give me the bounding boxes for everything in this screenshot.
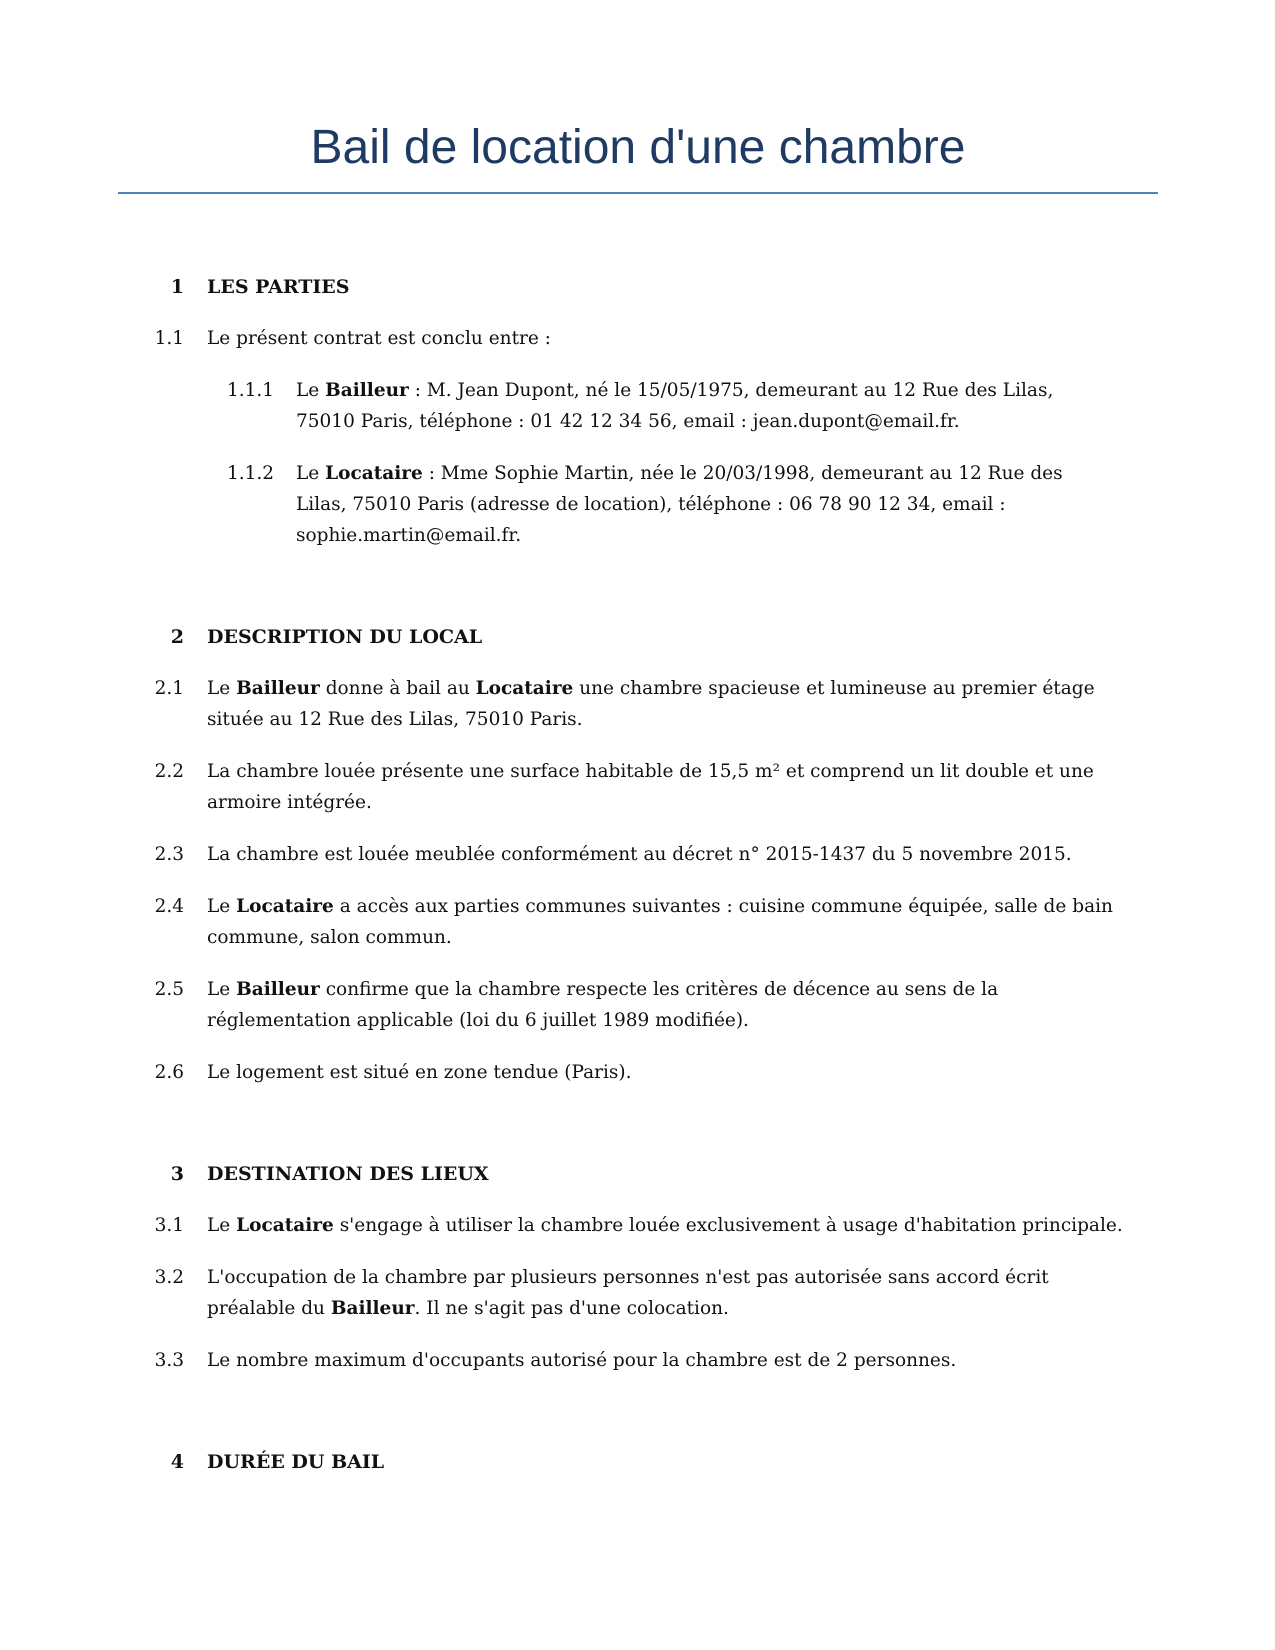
clause-body — [207, 323, 1125, 354]
clause-spacer — [0, 1036, 1275, 1057]
bold-term: Locataire — [325, 463, 423, 484]
clause — [0, 891, 1275, 953]
section-heading — [0, 1447, 1275, 1477]
clause-text: Le — [296, 463, 326, 484]
clause-text: confirme que la chambre respecte les critères de décence au sens de la réglementation applicable (loi du 6 juillet 1989 modifiée). — [207, 979, 999, 1031]
clause-spacer — [0, 437, 1275, 458]
clause — [0, 1210, 1275, 1241]
section-number: 1 — [170, 276, 184, 298]
sub-clause-body — [296, 458, 1116, 551]
section-spacer — [0, 1088, 1275, 1159]
clause-text: L'occupation de la chambre par plusieurs personnes n'est pas autorisée sans accord écrit préalable du — [207, 1267, 1049, 1319]
clause-spacer — [0, 302, 1275, 323]
section-title: DURÉE DU BAIL — [207, 1451, 385, 1473]
clause-spacer — [0, 1241, 1275, 1262]
sub-clause-body — [296, 375, 1116, 437]
clause-number: 1.1 — [154, 328, 184, 349]
clause-number: 3.3 — [154, 1350, 184, 1371]
sub-clause-number: 1.1.1 — [227, 380, 275, 401]
clause-spacer — [0, 735, 1275, 756]
title-underline — [118, 192, 1158, 194]
sub-clause — [0, 375, 1275, 437]
bold-term: Locataire — [236, 896, 334, 917]
clause-text: . Il ne s'agit pas d'une colocation. — [414, 1298, 729, 1319]
section-title: DESCRIPTION DU LOCAL — [207, 626, 483, 648]
section-spacer — [0, 1376, 1275, 1447]
sub-clause-number: 1.1.2 — [227, 463, 275, 484]
clause-text: Le — [296, 380, 326, 401]
clause-number: 2.5 — [154, 979, 184, 1000]
clause-body — [207, 756, 1125, 818]
clause — [0, 1345, 1275, 1376]
section-number: 4 — [170, 1451, 184, 1473]
clause-spacer — [0, 652, 1275, 673]
bold-term: Locataire — [475, 678, 574, 699]
clause-spacer — [0, 1189, 1275, 1210]
clause-number: 3.2 — [154, 1267, 184, 1288]
clause-body — [207, 1057, 1125, 1088]
clause-text: : M. Jean Dupont, né le 15/05/1975, demeurant au 12 Rue des Lilas, 75010 Paris, téléphone : 01 42 12 34 56, email : jean.dupont@email.fr. — [296, 380, 1054, 432]
clause-number: 3.1 — [154, 1215, 184, 1236]
clause-body — [207, 974, 1125, 1036]
clause-text: : Mme Sophie Martin, née le 20/03/1998, demeurant au 12 Rue des Lilas, 75010 Paris (adresse de location), téléphone : 06 78 90 12 34, email : sophie.martin@email.fr. — [296, 463, 1063, 546]
clause-body — [207, 839, 1125, 870]
clause-body — [207, 1345, 1125, 1376]
section-title: DESTINATION DES LIEUX — [207, 1163, 489, 1185]
clause-text: s'engage à utiliser la chambre louée exclusivement à usage d'habitation principale. — [333, 1215, 1123, 1236]
bold-term: Bailleur — [236, 979, 320, 1000]
section-number: 3 — [170, 1163, 184, 1185]
clause-spacer — [0, 354, 1275, 375]
bold-term: Bailleur — [236, 678, 320, 699]
clause-text: La chambre louée présente une surface habitable de 15,5 m² et comprend un lit double et une armoire intégrée. — [207, 761, 1094, 813]
clause-body — [207, 891, 1125, 953]
section-heading — [0, 622, 1275, 652]
sub-clause — [0, 458, 1275, 551]
clause-text: donne à bail au — [319, 678, 476, 699]
clause — [0, 839, 1275, 870]
clause-text: Le — [207, 896, 237, 917]
clause-number: 2.1 — [154, 678, 184, 699]
document-body — [0, 272, 1275, 1477]
clause — [0, 1262, 1275, 1324]
clause-text: Le nombre maximum d'occupants autorisé pour la chambre est de 2 personnes. — [207, 1350, 957, 1371]
clause-body — [207, 673, 1125, 735]
clause-text: Le logement est situé en zone tendue (Paris). — [207, 1062, 632, 1083]
clause — [0, 1057, 1275, 1088]
clause-number: 2.4 — [154, 896, 184, 917]
bold-term: Bailleur — [325, 380, 409, 401]
section-title: LES PARTIES — [207, 276, 350, 298]
clause-spacer — [0, 1324, 1275, 1345]
clause-text: Le — [207, 979, 237, 1000]
clause — [0, 323, 1275, 354]
clause-number: 2.2 — [154, 761, 184, 782]
clause-spacer — [0, 818, 1275, 839]
clause-text: une chambre spacieuse et lumineuse au premier étage située au 12 Rue des Lilas, 75010 Paris. — [207, 678, 1095, 730]
clause-text: Le présent contrat est conclu entre : — [207, 328, 551, 349]
section-heading — [0, 272, 1275, 302]
clause — [0, 974, 1275, 1036]
clause-spacer — [0, 870, 1275, 891]
bold-term: Bailleur — [330, 1298, 415, 1319]
clause-text: Le — [207, 678, 237, 699]
clause-body — [207, 1262, 1125, 1324]
clause-number: 2.3 — [154, 844, 184, 865]
clause-text: La chambre est louée meublée conformément au décret n° 2015-1437 du 5 novembre 2015. — [207, 844, 1072, 865]
section-heading — [0, 1159, 1275, 1189]
document-title: Bail de location d'une chambre — [310, 121, 966, 174]
bold-term: Locataire — [236, 1215, 334, 1236]
clause-body — [207, 1210, 1125, 1241]
clause — [0, 673, 1275, 735]
section-spacer — [0, 551, 1275, 622]
clause-text: Le — [207, 1215, 237, 1236]
clause-spacer — [0, 953, 1275, 974]
section-number: 2 — [170, 626, 184, 648]
clause — [0, 756, 1275, 818]
clause-number: 2.6 — [154, 1062, 184, 1083]
clause-text: a accès aux parties communes suivantes : cuisine commune équipée, salle de bain commune, salon commun. — [207, 896, 1113, 948]
